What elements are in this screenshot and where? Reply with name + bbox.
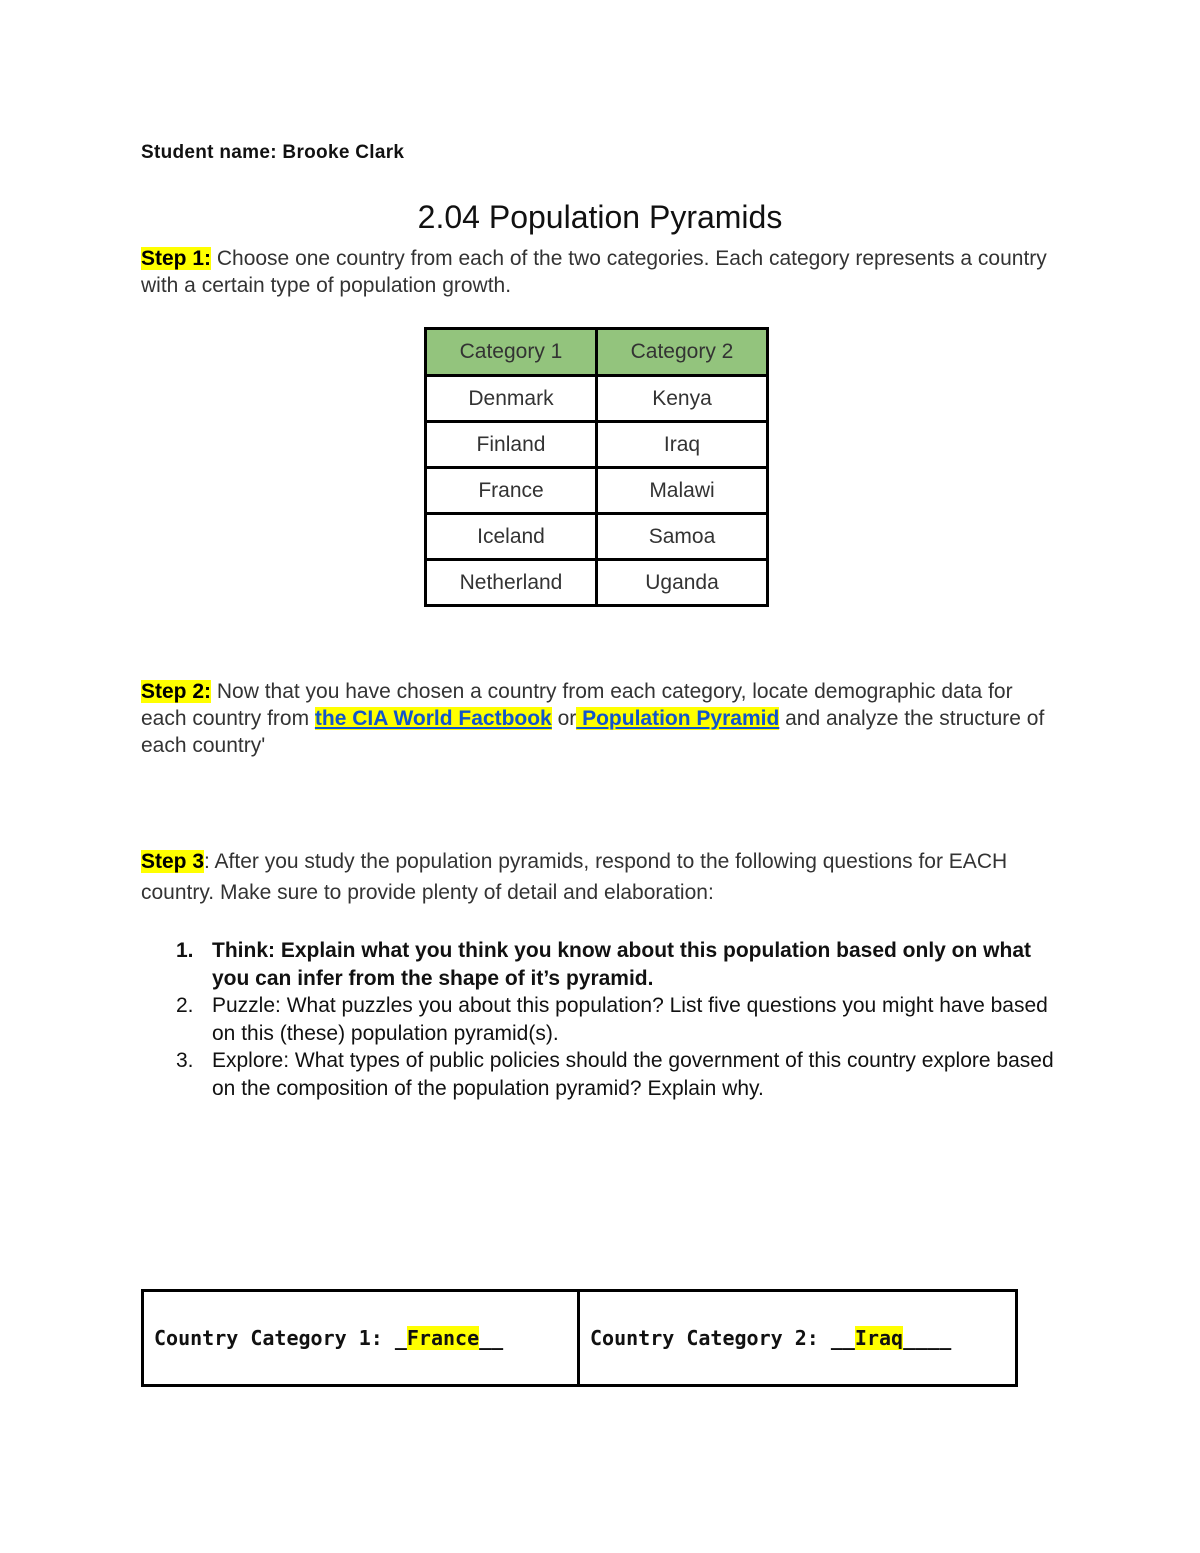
table-cell: Kenya (597, 376, 768, 422)
country-category-2-label: Country Category 2: __ (590, 1326, 855, 1350)
step1-text: Choose one country from each of the two categories. Each category represents a country with a certain type of population growth. (141, 247, 1047, 297)
country-category-2-answer: Iraq (854, 1326, 904, 1350)
table-row (143, 1291, 1017, 1386)
question-list (141, 937, 1071, 1102)
table-cell: Malawi (597, 468, 768, 514)
table-cell: Finland (426, 422, 597, 468)
step2-text-b: or (551, 707, 577, 730)
list-number: 2. (176, 994, 194, 1017)
step3-label: Step 3 (141, 850, 205, 873)
category-2-header: Category 2 (597, 329, 768, 376)
table-row (426, 514, 768, 560)
table-cell: Netherland (426, 560, 597, 606)
category-1-header: Category 1 (426, 329, 597, 376)
cia-factbook-link[interactable]: the CIA World Factbook (314, 707, 552, 730)
student-name-line: Student name: Brooke Clark (141, 142, 405, 163)
step2-label: Step 2: (141, 680, 212, 703)
table-cell: Uganda (597, 560, 768, 606)
question-text: Think: Explain what you think you know about this population based only on what you can infer from the shape of it’s pyramid. (212, 939, 1032, 990)
list-number: 3. (176, 1049, 194, 1072)
country-category-1-cell (143, 1291, 579, 1386)
step2-text-c: and analyze the structure of each country' (141, 707, 1045, 757)
question-text: Puzzle: What puzzles you about this population? List five questions you might have based on this (these) population pyramid(s). (212, 994, 1048, 1045)
population-pyramid-link[interactable]: Population Pyramid (576, 707, 780, 730)
table-cell: Samoa (597, 514, 768, 560)
step2-paragraph (141, 678, 1061, 759)
table-cell: Iceland (426, 514, 597, 560)
country-selection-table (141, 1289, 1018, 1387)
step3-paragraph (141, 846, 1061, 908)
country-category-1-blank: __ (479, 1326, 504, 1350)
step2-text-a: Now that you have chosen a country from each category, locate demographic data for each country from (141, 680, 1013, 730)
step1-paragraph (141, 245, 1061, 299)
table-row (426, 376, 768, 422)
table-cell: Denmark (426, 376, 597, 422)
list-item (141, 1047, 1071, 1102)
table-row (426, 560, 768, 606)
country-category-1-answer: France (406, 1326, 480, 1350)
list-number: 1. (176, 939, 194, 962)
step1-label: Step 1: (141, 247, 212, 270)
country-category-2-blank: ____ (903, 1326, 952, 1350)
list-item (141, 937, 1071, 992)
step3-text: : After you study the population pyramids, respond to the following questions for EACH country. Make sure to provide plenty of detail and elaboration: (141, 850, 1008, 904)
table-cell: Iraq (597, 422, 768, 468)
page-title: 2.04 Population Pyramids (417, 199, 783, 235)
table-row (426, 422, 768, 468)
question-text: Explore: What types of public policies should the government of this country explore based on the composition of the population pyramid? Explain why. (212, 1049, 1054, 1100)
table-cell: France (426, 468, 597, 514)
category-table-header-row (426, 329, 768, 376)
category-table (424, 327, 769, 607)
country-category-1-label: Country Category 1: _ (154, 1326, 407, 1350)
country-category-2-cell (579, 1291, 1017, 1386)
list-item (141, 992, 1071, 1047)
table-row (426, 468, 768, 514)
